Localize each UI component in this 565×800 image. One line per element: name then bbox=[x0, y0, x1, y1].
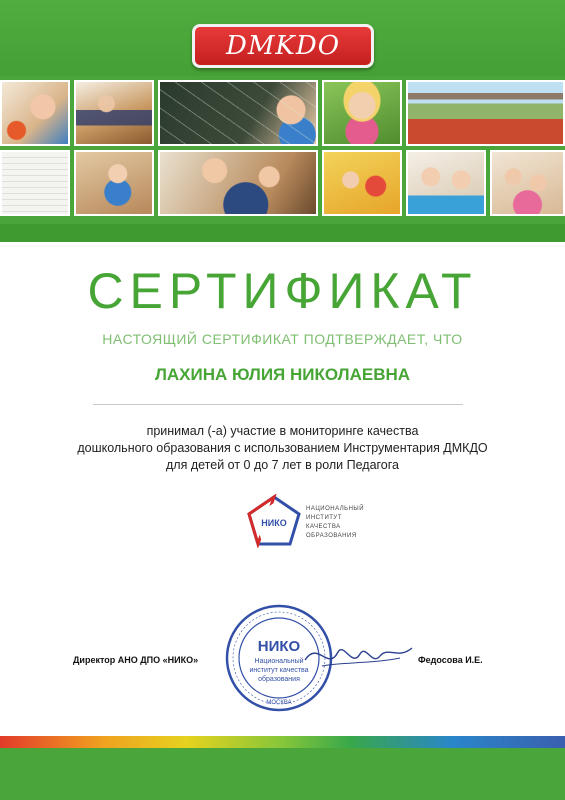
body-line-2: дошкольного образования с использованием Инструментария ДМКДО bbox=[77, 441, 488, 455]
stamp-line-2: институт качества bbox=[249, 667, 309, 674]
divider-line bbox=[93, 404, 463, 405]
chalkboard-drawing-photo bbox=[158, 80, 318, 146]
recipient-name: ЛАХИНА ЮЛИЯ НИКОЛАЕВНА bbox=[154, 365, 411, 384]
child-playing-photo bbox=[74, 150, 154, 216]
certificate-subtitle: НАСТОЯЩИЙ СЕРТИФИКАТ ПОДТВЕРЖДАЕТ, ЧТО bbox=[102, 331, 463, 347]
niko-caption bbox=[306, 505, 364, 541]
child-in-garden-photo bbox=[322, 80, 402, 146]
handwritten-signature bbox=[300, 630, 415, 680]
stamp-line-3: образования bbox=[258, 676, 300, 683]
certificate-body bbox=[0, 423, 565, 474]
playground-photo bbox=[406, 80, 565, 146]
dmkdo-logo-text: DMKDO bbox=[225, 31, 341, 61]
director-label: Директор АНО ДПО «НИКО» bbox=[73, 655, 199, 665]
body-line-3: для детей от 0 до 7 лет в роли Педагога bbox=[166, 458, 399, 472]
children-at-table-photo bbox=[406, 150, 486, 216]
niko-caption-line-1: НАЦИОНАЛЬНЫЙ bbox=[306, 506, 365, 512]
children-group-photo bbox=[490, 150, 565, 216]
rainbow-stripe bbox=[0, 736, 565, 748]
dmkdo-logo bbox=[192, 24, 374, 68]
niko-caption-line-2: ИНСТИТУТ bbox=[306, 515, 342, 521]
children-playing-photo bbox=[0, 80, 70, 146]
niko-logo-icon bbox=[244, 494, 304, 548]
header-bottom-stripe bbox=[0, 224, 565, 242]
stamp-title: НИКО bbox=[257, 638, 301, 655]
footer-band bbox=[0, 748, 565, 800]
niko-caption-line-4: ОБРАЗОВАНИЯ bbox=[306, 533, 357, 539]
niko-caption-line-3: КАЧЕСТВА bbox=[306, 524, 341, 530]
stamp-line-1: Национальный bbox=[254, 658, 304, 665]
document-photo bbox=[0, 150, 70, 216]
signer-name: Федосова И.Е. bbox=[418, 655, 483, 665]
child-on-stairs-photo bbox=[74, 80, 154, 146]
certificate-title: СЕРТИФИКАТ bbox=[87, 263, 478, 319]
stamp-city: МОСКВА bbox=[266, 700, 292, 706]
children-with-toys-photo bbox=[322, 150, 402, 216]
body-line-1: принимал (-а) участие в мониторинге качества bbox=[146, 424, 419, 438]
niko-logo-text: НИКО bbox=[261, 518, 287, 528]
teacher-with-children-photo bbox=[158, 150, 318, 216]
